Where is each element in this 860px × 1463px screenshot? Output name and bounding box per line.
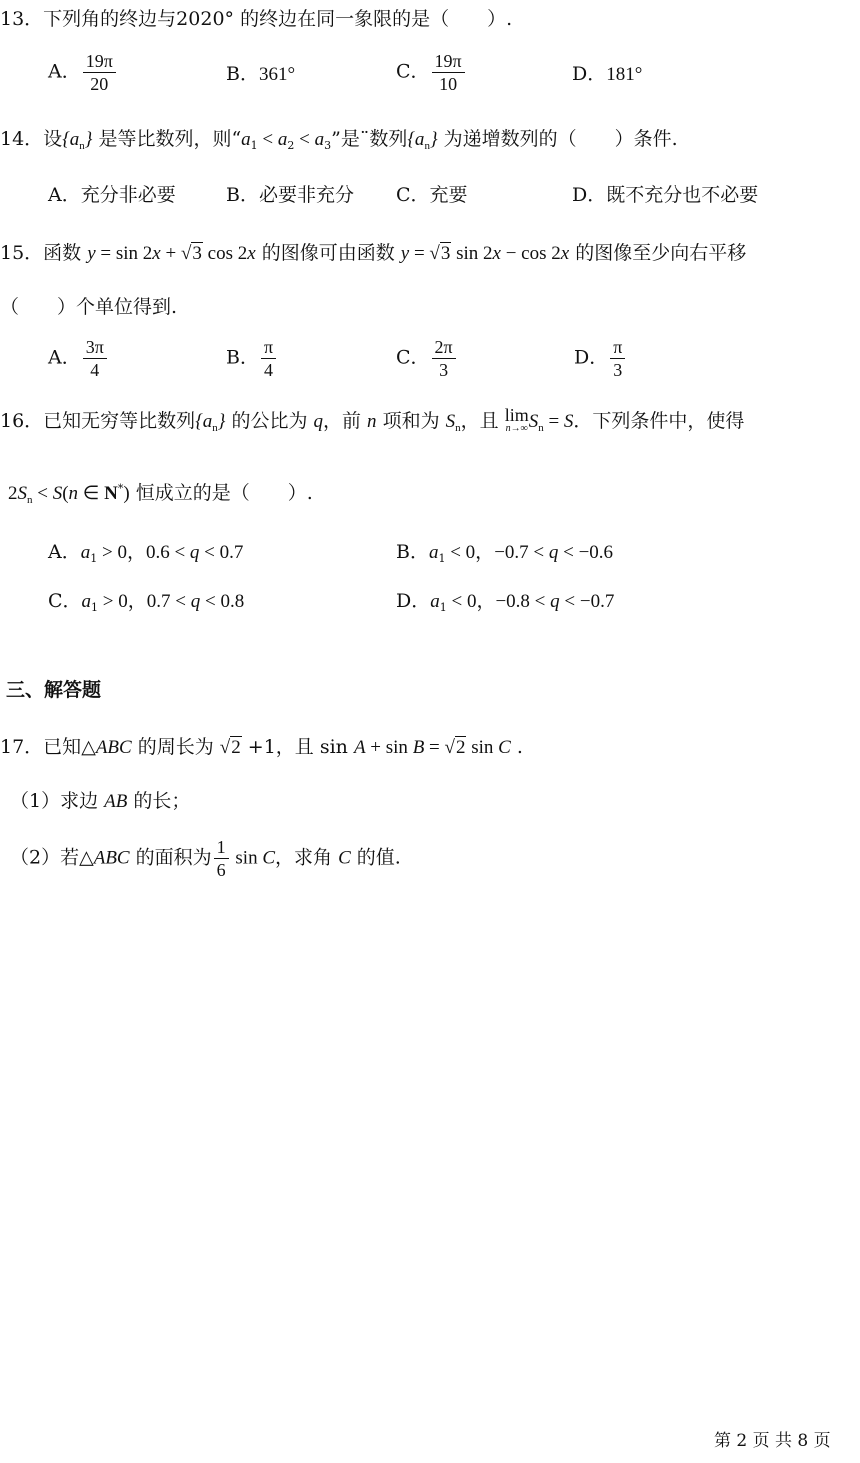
- q16-p7: ．下列条件中，使得: [573, 410, 745, 432]
- q14-prefix: 14．设: [0, 128, 63, 150]
- set-n: N: [104, 483, 118, 504]
- numerator: π: [261, 336, 276, 359]
- q16-option-c: [48, 588, 244, 621]
- math: −0.7 <: [494, 542, 549, 563]
- q13-option-a: [48, 50, 118, 95]
- fraction: [214, 836, 229, 881]
- option-label: C．: [396, 60, 430, 83]
- math: − cos 2: [500, 243, 561, 264]
- seq-close: }: [84, 129, 93, 150]
- option-label: C．: [48, 590, 82, 612]
- seq-open: {a: [195, 411, 213, 432]
- option-label: B．: [226, 63, 259, 85]
- seq-notation: [195, 411, 225, 432]
- var-c: C: [338, 847, 351, 869]
- sub: 1: [90, 552, 98, 565]
- math: −0.8 <: [495, 591, 551, 612]
- math: sin: [466, 737, 499, 758]
- q15-option-a: [48, 336, 109, 381]
- denominator: 4: [264, 360, 274, 380]
- math: 2: [8, 483, 18, 504]
- option-text: 361°: [258, 64, 296, 85]
- part2-b: 的面积为: [129, 846, 212, 869]
- q17-p7: .: [510, 736, 523, 758]
- math: < 0.8: [200, 591, 245, 612]
- var-s: S: [52, 483, 63, 504]
- part1-b: 的长；: [127, 790, 191, 812]
- q14-tail: 为递增数列的（ ）条件.: [437, 128, 678, 150]
- part2-d: ，求角: [275, 846, 339, 869]
- math: + sin: [365, 737, 413, 758]
- var-x: x: [152, 243, 161, 264]
- sqrt: √2: [219, 737, 241, 758]
- sub: n: [27, 494, 33, 506]
- q14-option-d: D．既不充分也不必要: [572, 184, 759, 206]
- seq-open: {a: [407, 129, 425, 150]
- q16-p4: 项和为: [376, 410, 446, 432]
- fraction: [83, 50, 116, 95]
- var-ab: AB: [104, 791, 128, 812]
- sub: 1: [438, 552, 446, 565]
- var-x: x: [247, 243, 256, 264]
- seq-sub: n: [79, 140, 85, 152]
- option-label: D．: [396, 590, 431, 612]
- option-label: D．: [572, 63, 607, 85]
- limit: [504, 405, 529, 436]
- seq-sub: n: [212, 422, 218, 434]
- math: sin 2: [451, 243, 493, 264]
- math: ): [123, 483, 130, 504]
- seq-sub: n: [424, 140, 430, 152]
- numerator: 19π: [432, 50, 465, 73]
- option-label: A．: [48, 346, 81, 369]
- math: < 0，: [446, 591, 496, 612]
- math: ∈: [78, 483, 105, 504]
- var-abc: ABC: [95, 737, 132, 758]
- q15-tail: 的图像至少向右平移: [569, 242, 747, 264]
- q17-stem: [0, 734, 523, 761]
- sqrt: √2: [444, 737, 466, 758]
- var-x: x: [560, 243, 570, 264]
- var-s: S: [17, 483, 27, 504]
- triangle-symbol: △: [79, 847, 94, 869]
- radicand: 2: [455, 737, 466, 758]
- option-text: 181°: [606, 64, 643, 85]
- part2-e: 的值.: [350, 846, 401, 869]
- lt: <: [294, 129, 315, 150]
- q15-stem: [0, 240, 746, 267]
- fraction: [610, 336, 625, 381]
- sub: 1: [91, 601, 99, 614]
- option-label: B．: [396, 541, 429, 563]
- q16-stem-line2: [8, 476, 313, 513]
- triangle-symbol: △: [81, 737, 96, 758]
- q16-option-d: [396, 588, 614, 621]
- math: < −0.6: [558, 542, 614, 563]
- q13-option-b: [226, 61, 295, 88]
- sub: n: [455, 422, 461, 434]
- fraction: [432, 50, 465, 95]
- q16-option-a: [48, 539, 243, 572]
- var-a: a: [428, 542, 439, 563]
- math: > 0，: [98, 591, 147, 612]
- var-abc: ABC: [93, 847, 130, 869]
- q15-prefix: 15．函数: [0, 242, 88, 264]
- sub: 3: [324, 139, 332, 152]
- var-q: q: [190, 591, 201, 612]
- sqrt: √3: [180, 243, 202, 264]
- option-label: A．: [48, 60, 81, 83]
- math: (: [62, 483, 69, 504]
- math: < 0.7: [199, 542, 244, 563]
- denominator: 6: [216, 860, 226, 880]
- fraction: [261, 336, 276, 381]
- var-y: y: [87, 243, 96, 264]
- lt: <: [257, 129, 278, 150]
- var-n: n: [367, 411, 377, 432]
- seq-open: {a: [62, 129, 80, 150]
- sub: 1: [250, 139, 258, 152]
- q17-part1: [10, 788, 190, 815]
- math: sin: [230, 847, 263, 869]
- math: cos 2: [202, 243, 248, 264]
- var-c: C: [262, 847, 276, 869]
- seq-close: }: [429, 129, 438, 150]
- q15-option-b: [226, 336, 278, 381]
- math: <: [32, 483, 53, 504]
- q16-p3: ，前: [323, 410, 368, 432]
- radicand: 2: [231, 737, 241, 758]
- part1-a: （1）求边: [10, 790, 105, 812]
- math: > 0，: [97, 542, 146, 563]
- var-q: q: [189, 542, 200, 563]
- q16-option-b: [396, 539, 613, 572]
- var-a: a: [81, 591, 92, 612]
- q17-p3: +1，且 sin: [241, 736, 354, 758]
- q17-p2: 的周长为: [131, 736, 220, 758]
- sup: *: [117, 482, 124, 495]
- var-b: B: [412, 737, 425, 758]
- part2-a: （2）若: [10, 846, 80, 869]
- var-y: y: [400, 243, 410, 264]
- sub: 1: [439, 601, 447, 614]
- option-label: A．: [48, 541, 81, 563]
- sub: 2: [287, 139, 295, 152]
- var-a: A: [353, 737, 366, 758]
- eq: =: [543, 411, 564, 432]
- q15-mid: 的图像可由函数: [255, 242, 401, 264]
- q14-mid2: ”是¨数列: [331, 128, 408, 150]
- q14-option-a: A．充分非必要: [48, 184, 176, 206]
- q14-stem: [0, 126, 678, 159]
- denominator: 4: [90, 360, 100, 380]
- var-q: q: [313, 411, 323, 432]
- var-s: S: [563, 411, 574, 432]
- q16-stem: [0, 405, 745, 441]
- seq-close: }: [217, 411, 226, 432]
- lim-sub: n→∞: [505, 423, 528, 434]
- denominator: 10: [439, 74, 458, 94]
- var-s: S: [528, 411, 539, 432]
- option-label: B．: [226, 346, 259, 369]
- sqrt: √3: [429, 243, 451, 264]
- q17-p1: 17．已知: [0, 736, 82, 758]
- q15-option-d: [574, 336, 627, 381]
- option-label: D．: [574, 346, 609, 369]
- lim-word: lim: [504, 405, 529, 425]
- numerator: 19π: [83, 50, 116, 73]
- q13-stem: 13．下列角的终边与2020° 的终边在同一象限的是（ ）.: [0, 8, 513, 30]
- section-heading: 三、解答题: [6, 679, 102, 701]
- q15-option-c: [396, 336, 458, 381]
- math: = sin 2: [95, 243, 153, 264]
- math: 0.7 <: [146, 591, 191, 612]
- q14-mid1: 是等比数列，则“: [92, 128, 242, 150]
- math: =: [424, 737, 445, 758]
- radicand: 3: [440, 243, 451, 264]
- math: 0.6 <: [145, 542, 190, 563]
- math: +: [160, 243, 181, 264]
- var-c: C: [498, 737, 511, 758]
- sub: n: [538, 422, 544, 434]
- q13-option-c: [396, 50, 467, 95]
- math: =: [409, 243, 430, 264]
- q14-option-c: C．充要: [396, 184, 468, 206]
- q17-part2: [10, 836, 401, 881]
- radicand: 3: [192, 243, 202, 264]
- fraction: [83, 336, 107, 381]
- q16-p1: 16．已知无穷等比数列: [0, 410, 196, 432]
- numerator: π: [610, 336, 625, 359]
- numerator: 2π: [432, 336, 456, 359]
- var-a: a: [80, 542, 91, 563]
- var-a: a: [241, 129, 251, 150]
- var-a: a: [430, 591, 440, 612]
- q16-l2-tail: 恒成立的是（ ）.: [129, 482, 313, 504]
- q16-p5: ，且: [460, 410, 505, 432]
- numerator: 1: [214, 836, 229, 859]
- q15-stem-line2: （ ）个单位得到.: [0, 296, 178, 318]
- math: < −0.7: [559, 591, 615, 612]
- page-footer: 第 2 页 共 8 页: [714, 1431, 831, 1451]
- var-x: x: [492, 243, 501, 264]
- q13-option-d: [572, 61, 642, 88]
- numerator: 3π: [83, 336, 107, 359]
- q16-p2: 的公比为: [225, 410, 314, 432]
- denominator: 20: [90, 74, 109, 94]
- var-a: a: [314, 129, 325, 150]
- denominator: 3: [613, 360, 623, 380]
- var-q: q: [548, 542, 559, 563]
- option-label: C．: [396, 346, 430, 369]
- seq-notation: [407, 129, 437, 150]
- denominator: 3: [439, 360, 449, 380]
- var-s: S: [445, 411, 456, 432]
- var-a: a: [277, 129, 288, 150]
- q14-option-b: B．必要非充分: [226, 184, 354, 206]
- seq-notation: [62, 129, 92, 150]
- fraction: [432, 336, 456, 381]
- math: < 0，: [445, 542, 495, 563]
- var-n: n: [68, 483, 79, 504]
- var-q: q: [550, 591, 560, 612]
